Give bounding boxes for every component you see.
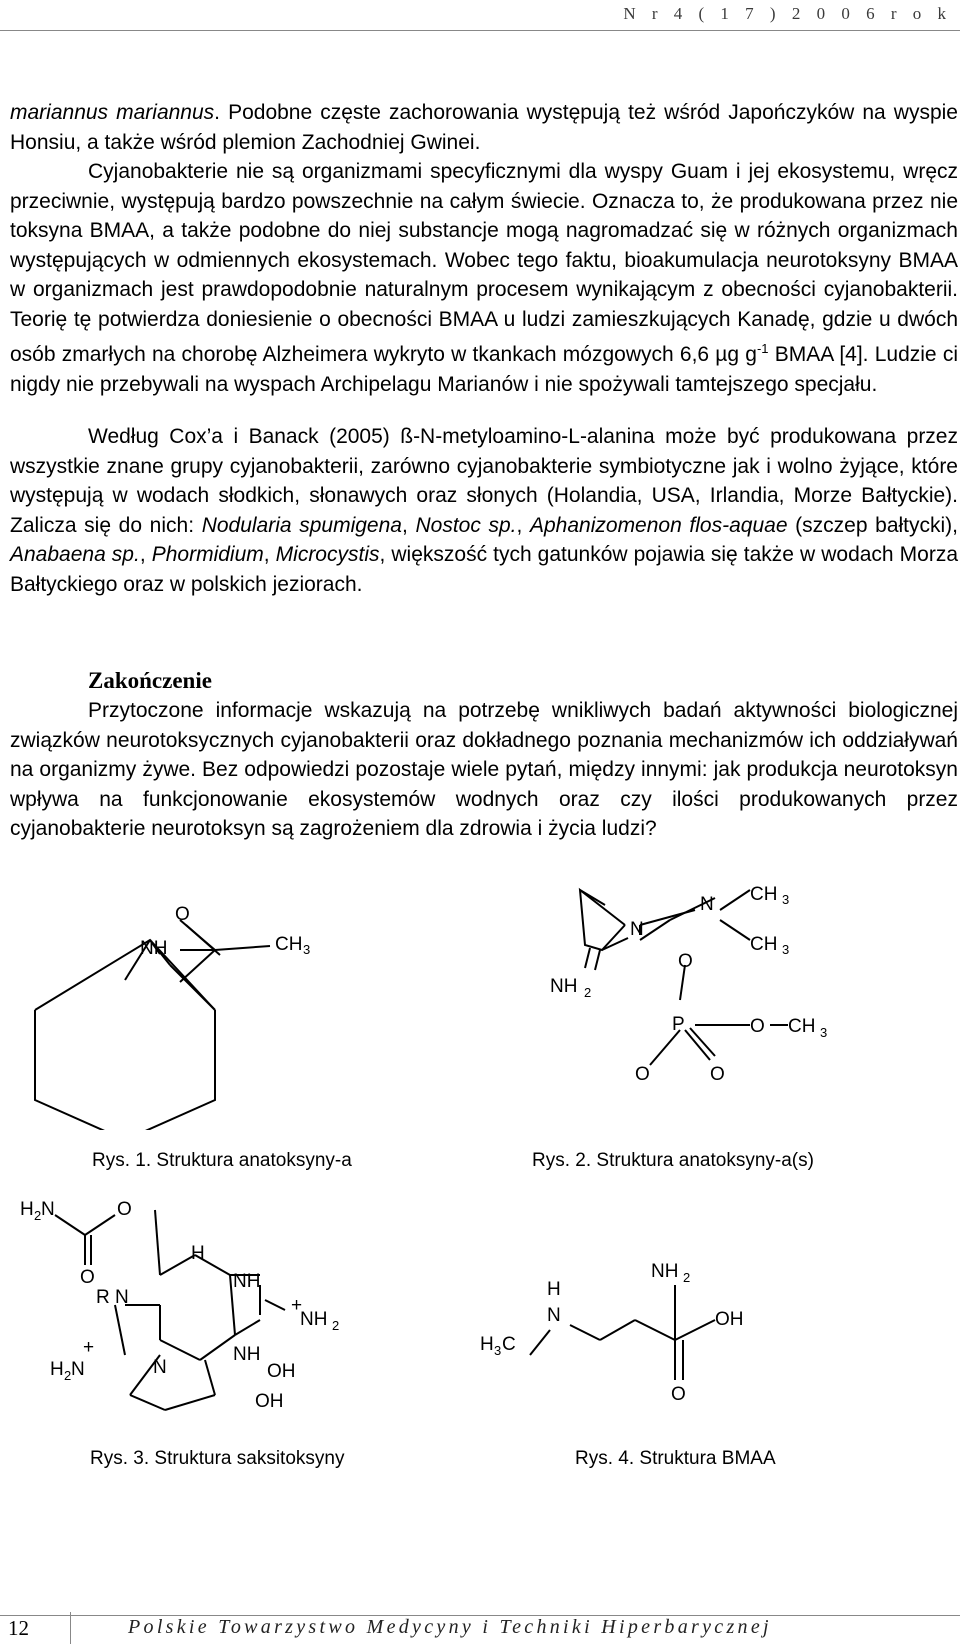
separator: , [263, 543, 276, 566]
paragraph-text: Cyjanobakterie nie są organizmami specyficznymi dla wyspy Guam i jej ekosystemu, wręcz przeciwnie, występują bardzo powszechnie na całym świecie. Oznacza to, że produkowana przez nie toksyna BMAA, a także podobne do niej substancje mogą nagromadzać się w różnych organizmach występujących w odmiennych ekosystemach. Wobec tego faktu, bioakumulacja neurotoksyny BMAA w organizmach jest prawdopodobnie naturalnym procesem wynikającym z obecności cyjanobakterii. Teorię tę potwierdza doniesienie o obecności BMAA u ludzi zamieszkujących Kanadę, gdzie u dwóch osób zmarłych na chorobę Alzheimera wykryto w tkankach mózgowych 6,6 µg g [10, 160, 958, 366]
atom-subscript: 2 [332, 1318, 340, 1333]
figure-caption-2: Rys. 2. Struktura anatoksyny-a(s) [532, 1150, 814, 1171]
atom-label: CH [750, 884, 778, 905]
atom-label: NH [233, 1271, 261, 1292]
atom-subscript: 2 [64, 1368, 72, 1383]
atom-label: N [153, 1357, 167, 1378]
atom-label: R N [96, 1287, 129, 1308]
page-header [0, 0, 960, 26]
atom-label: O [678, 951, 693, 972]
separator: , [401, 513, 416, 537]
atom-label: O [635, 1064, 650, 1085]
atom-subscript: 3 [303, 942, 311, 957]
conclusion-paragraph [10, 696, 958, 844]
figure-bmaa [475, 1255, 795, 1415]
figure-saxitoxin [15, 1195, 375, 1425]
atom-label: C [502, 1334, 516, 1355]
species-name: Microcystis [275, 543, 380, 566]
atom-label: O [117, 1199, 132, 1220]
atom-subscript: 3 [782, 892, 790, 907]
species-name: Anabaena sp. [10, 543, 140, 566]
paragraph-text: Według Cox’a i Banack (2005) ß-N-metyloamino-L-alanina może być produkowana przez wszystkie znane grupy cyjanobakterii, zarówno cyjanobakterie symbiotyczne jak i wolno żyjące, które występują w wodach słodkich, słonawych oraz słonych (Holandia, USA, Irlandia, Morze Bałtyckie). Zalicza się do nich: [10, 425, 958, 537]
atom-label: OH [267, 1361, 296, 1382]
atom-label: O [175, 904, 190, 925]
paragraph-text: . Podobne częste zachorowania występują też wśród Japończyków na wyspie Honsiu, a także wśród plemion Zachodniej Gwinei. [10, 101, 958, 154]
separator: , [516, 513, 530, 537]
atom-label: NH [233, 1344, 261, 1365]
atom-subscript: 3 [820, 1025, 828, 1040]
atom-label: CH [275, 934, 303, 955]
journal-name: Polskie Towarzystwo Medycyny i Techniki Hiperbarycznej [128, 1616, 772, 1638]
atom-label: NH [140, 938, 168, 959]
atom-label: CH [788, 1016, 816, 1037]
footer-separator [70, 1612, 71, 1644]
atom-label: NH [300, 1309, 328, 1330]
atom-label: N [700, 894, 714, 915]
paragraph-text: Przytoczone informacje wskazują na potrzebę wnikliwych badań aktywności biologicznej związków neurotoksycznych cyjanobakterii oraz dokładnego poznania mechanizmów ich oddziaływań na organizmy żywe. Bez odpowiedzi pozostaje wiele pytań, między innymi: jak produkcja neurotoksyn wpływa na funkcjonowanie ekosystemów wodnych oraz czy ilości produkowanych przez cyjanobakterie neurotoksyn są zagrożeniem dla zdrowia i życia ludzi? [10, 699, 958, 840]
atom-label: H [191, 1243, 205, 1264]
figure-anatoxin-a [20, 890, 440, 1130]
atom-label: H [547, 1279, 561, 1300]
paragraph-text: BMAA [4]. Ludzie ci nigdy nie przebywali na wyspach Archipelagu Marianów i nie spożywali tamtejszego specjału. [10, 343, 958, 396]
atom-label: OH [715, 1309, 744, 1330]
atom-label: N [71, 1359, 85, 1380]
species-name: mariannus mariannus [10, 101, 215, 124]
atom-label: CH [750, 934, 778, 955]
paragraph-text: (szczep bałtycki), [787, 513, 959, 537]
figure-caption-1: Rys. 1. Struktura anatoksyny-a [92, 1150, 352, 1171]
atom-label: O [750, 1016, 765, 1037]
atom-label: OH [255, 1391, 284, 1412]
species-name: Nodularia spumigena [201, 513, 402, 537]
section-heading: Zakończenie [88, 668, 212, 693]
atom-subscript: 2 [34, 1208, 42, 1223]
figure-caption-4: Rys. 4. Struktura BMAA [575, 1448, 776, 1469]
atom-label: H [480, 1334, 494, 1355]
atom-subscript: 3 [782, 942, 790, 957]
atom-subscript: 2 [584, 985, 592, 1000]
body-paragraph-1 [10, 98, 958, 399]
atom-label: H [20, 1199, 34, 1220]
atom-label: N [630, 919, 644, 940]
atom-label: P [672, 1014, 685, 1035]
superscript: -1 [756, 341, 769, 356]
charge: + [291, 1295, 303, 1316]
atom-label: O [671, 1384, 686, 1405]
atom-subscript: 3 [494, 1343, 502, 1358]
atom-subscript: 2 [683, 1270, 691, 1285]
header-divider [0, 30, 960, 31]
paragraph-text: , większość tych gatunków pojawia się także w wodach Morza Bałtyckiego oraz w polskich jeziorach. [10, 543, 959, 596]
atom-label: O [80, 1267, 95, 1288]
page-number: 12 [8, 1616, 29, 1640]
atom-label: O [710, 1064, 725, 1085]
atom-label: N [547, 1305, 561, 1326]
separator: , [139, 543, 152, 566]
atom-label: N [41, 1199, 55, 1220]
atom-label: H [50, 1359, 64, 1380]
species-name: Aphanizomenon flos-aquae [530, 513, 788, 537]
issue-label: N r 4 ( 1 7 ) 2 0 0 6 r o k [623, 4, 952, 23]
species-name: Nostoc sp. [415, 513, 517, 537]
figure-anatoxin-as [540, 880, 840, 1100]
atom-label: NH [550, 976, 578, 997]
atom-label: NH [651, 1261, 679, 1282]
charge: + [83, 1337, 95, 1358]
body-paragraph-2 [10, 422, 958, 599]
species-name: Phormidium [151, 543, 264, 566]
figure-caption-3: Rys. 3. Struktura saksitoksyny [90, 1448, 345, 1469]
